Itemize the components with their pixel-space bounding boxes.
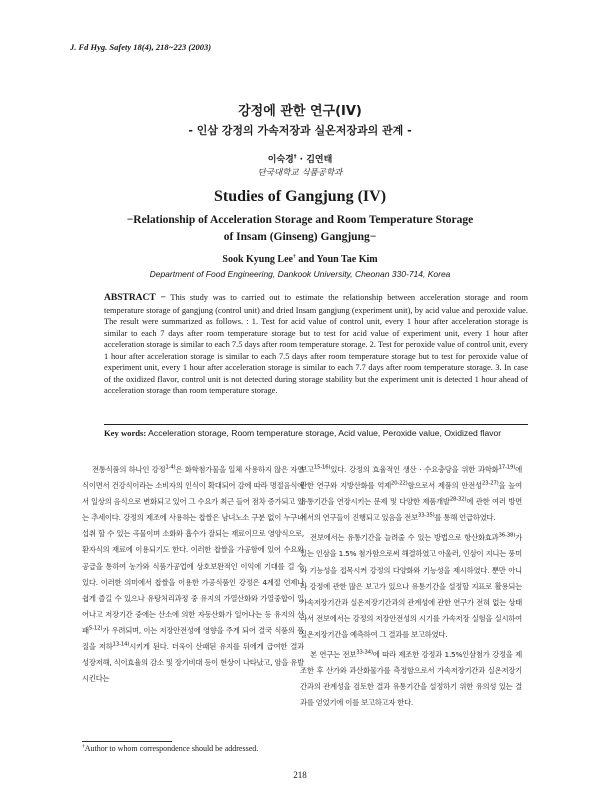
text-run: 가 우려되며, 이는 저장안전성에 영향을 주게 되어 결국 식품의 품질을 저하 [82, 625, 304, 652]
text-run: 전통식품의 하나인 강정 [92, 465, 166, 474]
korean-title: 강정에 관한 연구(IV) [238, 104, 362, 119]
citation: 15-16) [313, 464, 331, 471]
footnote-divider [82, 741, 172, 742]
citation: 33-34) [356, 649, 373, 656]
text-run: 를 통해 언급하였다. [434, 513, 496, 523]
abstract-label: ABSTRACT − [104, 293, 166, 303]
text-run: 가 있는 인삼을 1.5% 첨가함으로써 해결하였고 아울러, 인삼이 지니는 풍미와 기능성을 접목시켜 강정의 다양화와 기능성을 제시하였다. 뿐만 아니라 강정에 관한 많은 보고가 있으나 유통기간을 설정할 지표로 활용되는 가속저장기간과 실온저장기간과의 관계성에 관한 연구가 전혀 없는 상태 라서 전보에서는 강정의 저장안전성의 시기를 가속저장 실험을 실시하여 실온저장기간을 예측하여 그 결과를 보고하였다. [300, 533, 522, 639]
journal-citation: J. Fd Hyg. Safety 18(4), 218~223 (2003) [70, 42, 212, 52]
text-run: 을 높여 유통기간을 연장시키는 문제 및 다양한 제품개발 [300, 481, 522, 507]
citation: 28-32) [449, 496, 467, 503]
corresponding-mark: † [293, 154, 297, 160]
text-run: 시키게 된다. 더욱이 산패된 유지를 뒤에게 급여한 결과 성장저해, 식이효율의 감소 및 장기비대 등이 현상이 나타났고, 암을 유발시킨다는 [82, 642, 304, 684]
footnote-mark: † [82, 743, 85, 750]
body-paragraph [82, 462, 304, 687]
citation: 5-12) [88, 625, 103, 632]
english-subtitle [0, 212, 600, 246]
keywords-text: Acceleration storage, Room temperature storage, Acid value, Peroxide value, Oxidized flavor [146, 428, 502, 438]
text-run: 전보에서는 유통기간을 늘려줄 수 있는 방법으로 항산화효과 [310, 533, 499, 543]
citation: 13-14) [112, 641, 130, 648]
english-authors [0, 254, 600, 265]
body-column-left [82, 462, 304, 687]
text-run: 함으로서 제품의 안전성 [407, 481, 482, 491]
citation: 17-19) [498, 464, 516, 471]
keywords-divider [104, 424, 528, 425]
text-run: 보고 [300, 465, 314, 474]
text-run: 은 화학첨가물을 일체 사용하지 않은 자연식이면서 건강식이라는 소비자의 인식이 확대되어 감에 따라 명절음식에서 일상의 음식으로 변화되고 있어 그 수요가 최근 들어 점차 증가되고 있는 추세이다. 강정의 제조에 사용하는 찹쌀은 남녀노소 구분 없이 누구나 섭취 할 수 있는 곡물이며 소화와 흡수가 잘되는 재료이므로 영양식으로, 환자식의 재료에 이용되기도 한다. 이러한 찹쌀을 가공함에 있어 수요와 공급을 통하여 농가와 식품가공업에 상호보완적인 이익에 기대를 걸 수 있다. 이러한 의미에서 찹쌀을 이용한 가공식품인 강정은 4계절 언제나 쉽게 즐길 수 있으나 유탕처리과정 중 유지의 가열산화와 가열중합이 일어나고 저장기간 중에는 산소에 의한 자동산화가 일어나는 등 유지의 산패 [82, 465, 304, 635]
english-subtitle-line-2: of Insam (Ginseng) Gangjung− [223, 231, 377, 243]
text-run: 에 관한 연구와 지방산화를 억제 [300, 465, 522, 491]
korean-author-first: 이숙경 [267, 155, 294, 165]
body-paragraph [300, 530, 522, 643]
abstract [104, 292, 528, 397]
text-run: 본 연구는 전보 [310, 650, 357, 660]
citation: 36-38) [498, 532, 516, 539]
text-run: 있다. 강정의 효율적인 생산 · 수요충당을 위한 과학화 [330, 465, 499, 474]
text-run: 에 관한 여러 방면에서의 연구들이 진행되고 있음을 전보 [300, 497, 522, 523]
english-author-first: Sook Kyung Lee [222, 254, 293, 265]
korean-subtitle: - 인삼 강정의 가속저장과 실온저장과의 관계 - [188, 124, 412, 137]
english-affiliation: Department of Food Engineering, Dankook University, Cheonan 330-714, Korea [149, 269, 451, 279]
page-number: 218 [293, 770, 307, 780]
english-title: Studies of Gangjung (IV) [213, 188, 387, 205]
english-corresponding-mark: † [292, 253, 296, 260]
keywords [104, 428, 528, 438]
citation: 1-4) [165, 464, 176, 471]
footnote [82, 744, 258, 753]
citation: 20-22) [390, 480, 408, 487]
english-subtitle-line-1: −Relationship of Acceleration Storage and Room Temperature Storage [126, 214, 474, 226]
keywords-label: Key words: [104, 428, 147, 438]
body-paragraph [300, 462, 522, 526]
korean-authors [0, 152, 600, 165]
english-author-second: and Youn Tae Kim [295, 254, 378, 265]
citation: 33-35) [417, 512, 435, 519]
body-paragraph [300, 647, 522, 711]
korean-affiliation: 단국대학교 식품공학과 [257, 168, 343, 178]
abstract-text: This study was to carried out to estimate the relationship between acceleration storage and room temperature storage of gangjung (control unit) and dried Insam gangjung (experiment unit), by acid value and peroxide value. The result were summarized as follows. : 1. Test for acid value of control unit, every 1 hour after acceleration storage is similar to each 7 days after room temperature storage but to test for acid value of experiment unit, every 1 hour after acceleration storage is similar to each 7.5 days after room temperature storage. 2. Test for peroxide value of control unit, every 1 hour after acceleration storage is similar to each 7.5 days after room temperature storage but to test for peroxide value of experiment unit, every 1 hour after acceleration storage is similar to each 7.7 days after room temperature storage. 3. In case of the oxidized flavor, control unit is not detected during storage stability but the experiment unit is detected 1 hour ahead of acceleration storage than room temperature storage. [104, 293, 528, 395]
body-column-right [300, 462, 522, 711]
footnote-text: Author to whom correspondence should be addressed. [84, 744, 259, 753]
korean-author-second: · 김연태 [296, 155, 333, 165]
citation: 23-27) [481, 480, 499, 487]
text-run: 에 따라 제조한 강정과 1.5%인삼첨가 강정을 제조한 후 산가와 과산화물가를 측정함으로서 가속저장기간과 실온저장기간과의 관계성을 검토한 결과 유통기간을 설정하기 위한 유의성 있는 결과를 얻었기에 이를 보고하고자 한다. [300, 650, 523, 708]
